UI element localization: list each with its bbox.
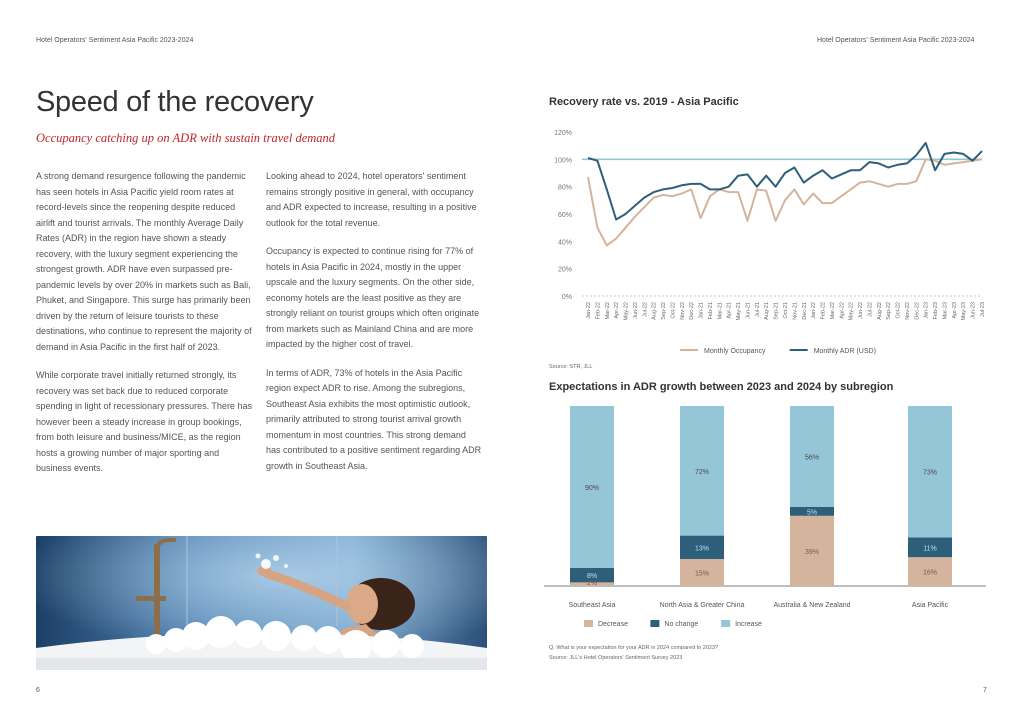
x-tick-label: Nov-21 [792, 302, 799, 320]
recovery-line-chart [540, 118, 990, 368]
bathtub-photo [36, 536, 487, 670]
paragraph: While corporate travel initially returned strongly, its recovery was set back due to reduced corporate spending in light of recessionary pressures. There has however been a steady increase in group bookings, from both leisure and business/MICE, as the region hosts a growing number of major sporting and business events. [36, 370, 252, 473]
x-tick-label: Jun-22 [632, 302, 639, 319]
bar-chart-source: Source: JLL's Hotel Operators' Sentiment Survey 2023 [549, 655, 683, 661]
x-tick-label: Dec-21 [801, 302, 808, 320]
data-label: 90% [584, 485, 600, 492]
page-title: Speed of the recovery [36, 86, 314, 118]
y-tick-label: 40% [557, 239, 572, 247]
category-label: Southeast Asia [568, 602, 616, 609]
x-tick-label: Apr-22 [839, 302, 846, 319]
x-tick-label: Apr-21 [726, 302, 733, 319]
x-tick-label: Aug-21 [764, 302, 771, 320]
paragraph: Looking ahead to 2024, hotel operators' sentiment remains strongly positive in general, with occupancy and ADR expected to increase, resulting in a positive outlook for the total revenue. [266, 171, 477, 228]
text-column-1 [36, 169, 254, 490]
x-tick-label: May-22 [623, 302, 630, 321]
x-tick-label: Jan-21 [698, 302, 705, 319]
legend-swatch [584, 620, 593, 627]
data-label: 15% [694, 570, 710, 578]
x-tick-label: Jul-23 [980, 302, 986, 317]
page-number-left: 6 [36, 687, 40, 694]
category-label: North Asia & Greater China [659, 602, 745, 609]
x-tick-label: Apr-22 [614, 302, 621, 319]
legend-label: Increase [735, 621, 762, 628]
x-tick-label: Feb-21 [707, 302, 714, 320]
data-label: 2% [586, 580, 598, 587]
x-tick-label: Oct-21 [783, 302, 789, 319]
data-label: 56% [804, 454, 820, 462]
y-tick-label: 0% [561, 294, 572, 301]
x-tick-label: Feb-22 [820, 302, 827, 320]
x-tick-label: Aug-22 [876, 302, 883, 320]
running-header-left: Hotel Operators' Sentiment Asia Pacific 2023-2024 [36, 37, 194, 44]
legend-label: Monthly ADR (USD) [813, 348, 876, 355]
x-tick-label: Feb-23 [933, 302, 940, 320]
line-chart-source: Source: STR, JLL [549, 364, 593, 370]
page-number-right: 7 [983, 687, 987, 694]
x-tick-label: Mar-21 [717, 302, 724, 320]
x-tick-label: May-22 [848, 302, 855, 321]
x-tick-label: Mar-22 [604, 302, 611, 320]
x-tick-label: May-23 [961, 302, 968, 321]
legend-swatch [650, 620, 659, 627]
x-tick-label: Jul-22 [642, 302, 649, 317]
x-tick-label: Jan-22 [811, 302, 818, 319]
x-tick-label: Aug-22 [651, 302, 658, 320]
y-tick-label: 20% [557, 266, 572, 274]
x-tick-label: Oct-22 [895, 302, 902, 319]
data-label: 8% [586, 573, 598, 581]
paragraph: In terms of ADR, 73% of hotels in the Asia Pacific region expect ADR to rise. Among the subregions, Southeast Asia exhibits the most optimistic outlook, primarily attributed to strong tourist arrival growth momentum in most countries. This strong demand has contributed to a positive sentiment regarding ADR growth in Southeast Asia. [266, 367, 482, 471]
x-tick-label: Jun-23 [970, 302, 977, 319]
data-label: 11% [923, 545, 937, 553]
y-tick-label: 120% [554, 130, 572, 137]
x-tick-label: Dec-22 [689, 302, 696, 320]
x-tick-label: Nov-22 [679, 302, 686, 320]
adr-expectation-bar-chart [540, 398, 990, 638]
x-tick-label: Jan-23 [923, 302, 930, 319]
x-tick-label: Apr-23 [951, 302, 958, 319]
legend-label: Monthly Occupancy [704, 348, 766, 355]
x-tick-label: Nov-22 [904, 302, 911, 320]
x-tick-label: May-21 [736, 302, 743, 321]
x-tick-label: Sep-22 [886, 302, 893, 320]
y-tick-label: 100% [554, 157, 572, 165]
data-label: 72% [694, 468, 710, 476]
data-label: 16% [922, 569, 938, 577]
x-tick-label: Jul-21 [754, 302, 761, 317]
category-label: Asia Pacific [911, 602, 949, 609]
x-tick-label: Sep-21 [773, 302, 780, 320]
running-header-right: Hotel Operators' Sentiment Asia Pacific 2023-2024 [817, 37, 975, 44]
x-tick-label: Dec-22 [914, 302, 921, 320]
data-label: 5% [806, 509, 818, 517]
data-label: 13% [694, 545, 710, 553]
paragraph: Occupancy is expected to continue rising for 77% of hotels in Asia Pacific in 2024, mostly in the upper upscale and the luxury segments. On the other side, economy hotels are the least positive as they are strongly reliant on tourist groups which often originate from markets such as Mainland China and are more impacted by the higher cost of travel. [266, 246, 480, 349]
legend-swatch [721, 620, 730, 627]
text-column-2 [266, 169, 482, 487]
x-tick-label: Jan-22 [586, 302, 592, 319]
y-tick-label: 80% [557, 184, 572, 192]
x-tick-label: Jul-22 [867, 302, 874, 317]
x-tick-label: Mar-23 [942, 302, 949, 320]
bar-chart-question: Q. What is your expectation for your ADR in 2024 compared to 2023? [549, 645, 719, 651]
x-tick-label: Oct-22 [670, 302, 677, 319]
x-tick-label: Mar-22 [829, 302, 836, 320]
x-tick-label: Jun-22 [858, 302, 865, 319]
line-chart-title: Recovery rate vs. 2019 - Asia Pacific [549, 96, 739, 108]
bar-chart-title: Expectations in ADR growth between 2023 and 2024 by subregion [549, 381, 894, 393]
legend-label: No change [664, 621, 699, 628]
y-tick-label: 60% [557, 212, 572, 219]
legend-label: Decrease [598, 621, 628, 628]
x-tick-label: Sep-22 [661, 302, 668, 320]
data-label: 39% [804, 548, 820, 556]
page-subtitle: Occupancy catching up on ADR with sustain travel demand [36, 131, 336, 145]
category-label: Australia & New Zealand [773, 602, 851, 609]
paragraph: A strong demand resurgence following the pandemic has seen hotels in Asia Pacific yield room rates at record-levels since the reopening despite reduced airlift and tourist arrivals. The monthly Average Daily Rates (ADR) in the region have shown a steady recovery, with the luxury segment experiencing the strongest growth. ADR have even surpassed pre-pandemic levels by over 20% in markets such as Bali, Phuket, and Singapore. This surge has primarily been driven by the return of leisure tourists to these destinations, who continue to represent the majority of demand in Asia Pacific in the first half of 2023. [36, 171, 252, 352]
x-tick-label: Jun-21 [745, 302, 752, 319]
x-tick-label: Feb-22 [595, 302, 602, 320]
series-line-monthly-adr-usd [588, 143, 982, 220]
data-label: 73% [922, 469, 938, 477]
